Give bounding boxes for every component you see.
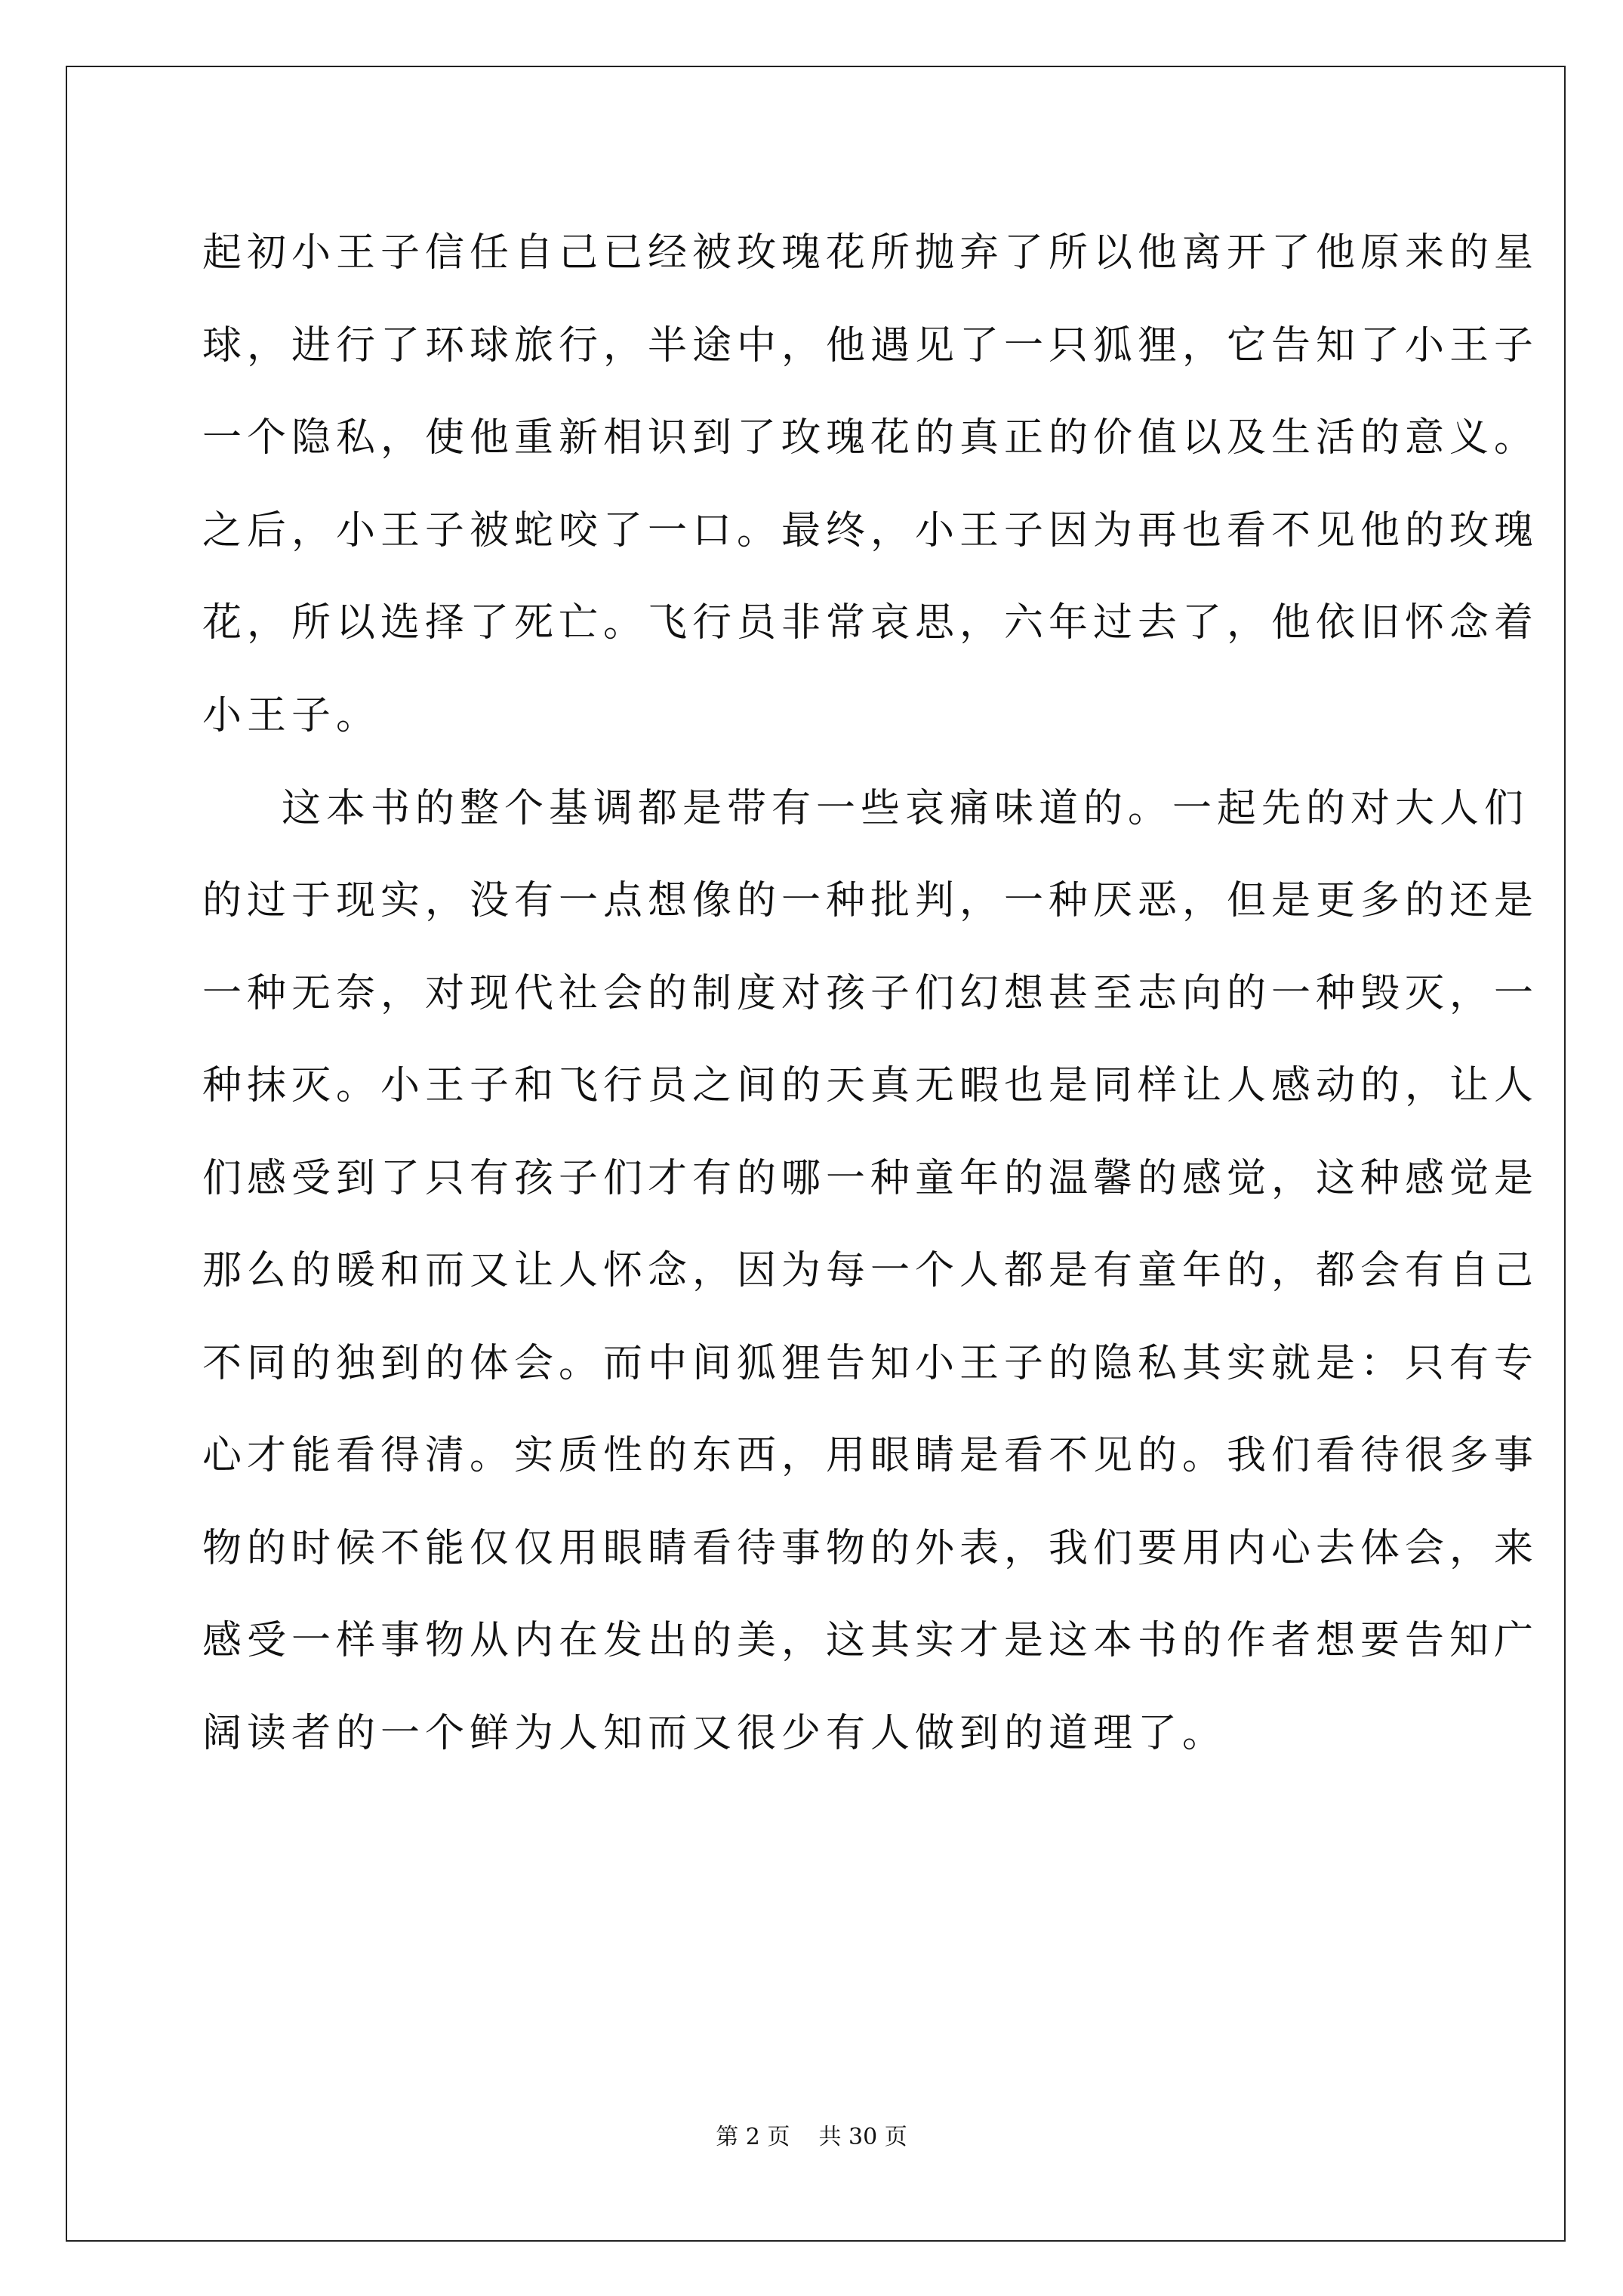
paragraph-1-line-1: 起初小王子信任自己已经被玫瑰花所抛弃了所以他离开了他原来的星 [202,230,1539,276]
paragraph-1-line-3: 一个隐私，使他重新相识到了玫瑰花的真正的价值以及生活的意义。 [202,415,1539,461]
paragraph-2-line-5: 们感受到了只有孩子们才有的哪一种童年的温馨的感觉，这种感觉是 [202,1156,1539,1201]
paragraph-2-line-8: 心才能看得清。实质性的东西，用眼睛是看不见的。我们看待很多事 [202,1433,1539,1478]
paragraph-2-line-10: 感受一样事物从内在发出的美，这其实才是这本书的作者想要告知广 [202,1618,1539,1663]
paragraph-2-line-2: 的过于现实，没有一点想像的一种批判，一种厌恶，但是更多的还是 [202,878,1539,923]
paragraph-2-line-4: 种抹灭。小王子和飞行员之间的天真无暇也是同样让人感动的，让人 [202,1063,1539,1108]
paragraph-1-line-2: 球，进行了环球旅行，半途中，他遇见了一只狐狸，它告知了小王子 [202,323,1539,368]
paragraph-2-line-6: 那么的暖和而又让人怀念，因为每一个人都是有童年的，都会有自己 [202,1248,1539,1293]
paragraph-2-line-11: 阔读者的一个鲜为人知而又很少有人做到的道理了。 [202,1711,1227,1756]
paragraph-2-line-3: 一种无奈，对现代社会的制度对孩子们幻想甚至志向的一种毁灭，一 [202,971,1539,1016]
paragraph-1-line-5: 花，所以选择了死亡。飞行员非常哀思，六年过去了，他依旧怀念着 [202,600,1539,646]
paragraph-1-line-4: 之后，小王子被蛇咬了一口。最终，小王子因为再也看不见他的玫瑰 [202,508,1539,553]
paragraph-1-line-6: 小王子。 [202,693,381,738]
paragraph-2-line-7: 不同的独到的体会。而中间狐狸告知小王子的隐私其实就是：只有专 [202,1341,1539,1386]
paragraph-2-line-1: 这本书的整个基调都是带有一些哀痛味道的。一起先的对大人们 [282,786,1529,831]
paragraph-2-line-9: 物的时候不能仅仅用眼睛看待事物的外表，我们要用内心去体会，来 [202,1526,1539,1571]
page-number-footer: 第 2 页 共 30 页 [716,2124,907,2150]
